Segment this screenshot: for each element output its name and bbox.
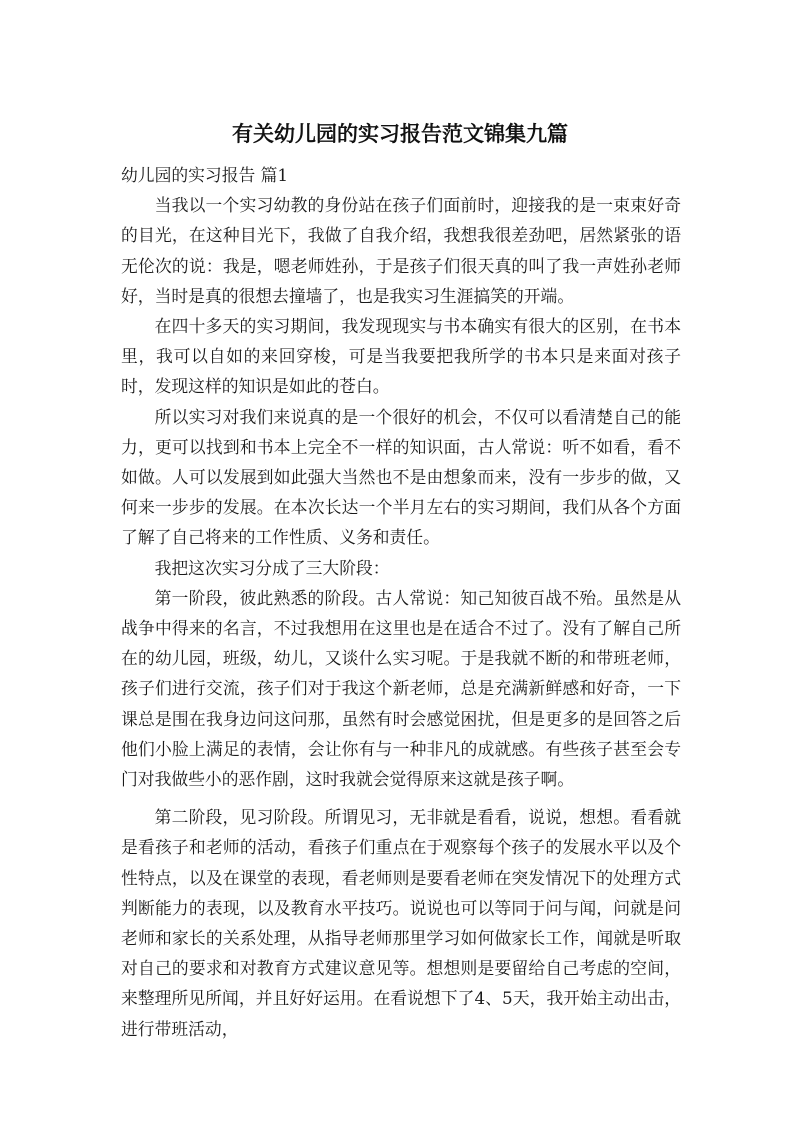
paragraph-5: 第一阶段，彼此熟悉的阶段。古人常说：知己知彼百战不殆。虽然是从战争中得来的名言，不过我想用在这里也是在适合不过了。没有了解自己所在的幼儿园，班级，幼儿，又谈什么实习呢。于是我就不断的和带班老师，孩子们进行交流，孩子们对于我这个新老师，总是充满新鲜感和好奇，一下课总是围在我身边问这问那，虽然有时会感觉困扰，但是更多的是回答之后他们小脸上满足的表情，会让你有与一种非凡的成就感。有些孩子甚至会专门对我做些小的恶作剧，这时我就会觉得原来这就是孩子啊。 xyxy=(121,587,681,790)
document-title: 有关幼儿园的实习报告范文锦集九篇 xyxy=(232,122,568,146)
paragraph-1: 当我以一个实习幼教的身份站在孩子们面前时，迎接我的是一束束好奇的目光，在这种目光下，我做了自我介绍，我想我很差劲吧，居然紧张的语无伦次的说：我是，嗯老师姓孙，于是孩子们很天真的叫了我一声姓孙老师好，当时是真的很想去撞墙了，也是我实习生涯搞笑的开端。 xyxy=(121,195,681,306)
paragraph-3: 所以实习对我们来说真的是一个很好的机会，不仅可以看清楚自己的能力，更可以找到和书本上完全不一样的知识面，古人常说：听不如看，看不如做。人可以发展到如此强大当然也不是由想象而来，没有一步步的做，又何来一步步的发展。在本次长达一个半月左右的实习期间，我们从各个方面了解了自己将来的工作性质、义务和责任。 xyxy=(121,406,681,548)
section-heading: 幼儿园的实习报告 篇1 xyxy=(121,165,289,185)
paragraph-2: 在四十多天的实习期间，我发现现实与书本确实有很大的区别，在书本里，我可以自如的来回穿梭，可是当我要把我所学的书本只是来面对孩子时，发现这样的知识是如此的苍白。 xyxy=(121,316,681,397)
document-body xyxy=(121,160,681,1044)
paragraph-4: 我把这次实习分成了三大阶段： xyxy=(154,557,390,578)
paragraph-6: 第二阶段，见习阶段。所谓见习，无非就是看看，说说，想想。看看就是看孩子和老师的活动，看孩子们重点在于观察每个孩子的发展水平以及个性特点，以及在课堂的表现，看老师则是要看老师在突发情况下的处理方式判断能力的表现，以及教育水平技巧。说说也可以等同于问与闻，问就是问老师和家长的关系处理，从指导老师那里学习如何做家长工作，闻就是听取对自己的要求和对教育方式建议意见等。想想则是要留给自己考虑的空间，来整理所见所闻，并且好好运用。在看说想下了4、5天，我开始主动出击，进行带班活动， xyxy=(121,807,681,1039)
